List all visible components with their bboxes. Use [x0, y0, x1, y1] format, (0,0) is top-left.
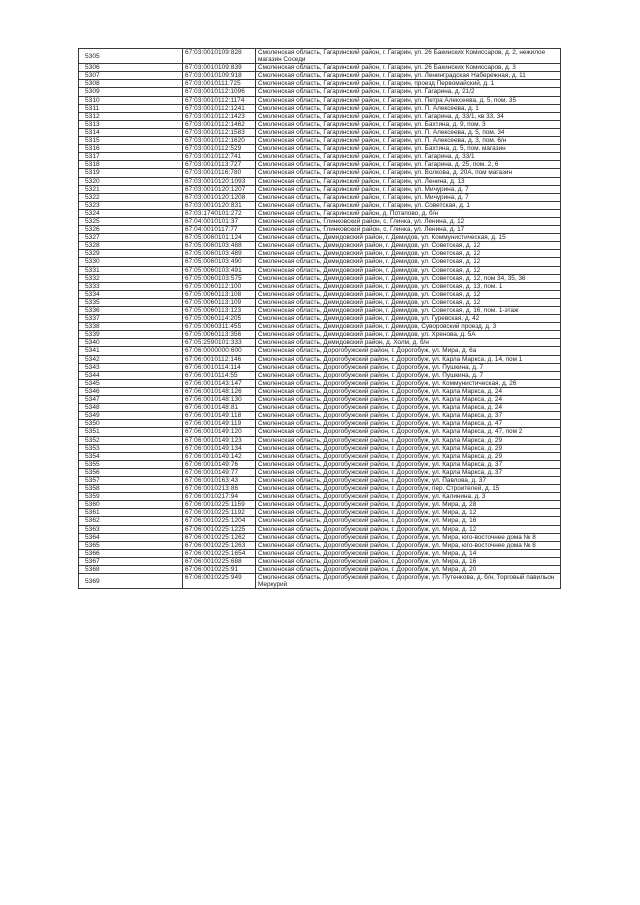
address-cell: Смоленская область, Дорогобужский район, г. Дорогобуж, ул. Мира, юго-восточнее дома № 8 [256, 541, 561, 549]
table-row [79, 468, 561, 476]
address-cell: Смоленская область, Дорогобужский район, г. Дорогобуж, ул. Путенкова, д. б/н, Торговый павильон Меркурий [256, 574, 561, 589]
row-number-cell: 5309 [79, 88, 183, 96]
table-row [79, 185, 561, 193]
row-number-cell: 5310 [79, 96, 183, 104]
address-cell: Смоленская область, Гагаринский район, г. Гагарин, ул. Гагарина, д. 33/1, кв 33, 34 [256, 112, 561, 120]
row-number-cell: 5343 [79, 363, 183, 371]
address-cell: Смоленская область, Дорогобужский район, г. Дорогобуж, ул. Карла Маркса, д. 29 [256, 444, 561, 452]
table-row [79, 137, 561, 145]
cadastral-number-cell: 67:03:0010112:1174 [183, 96, 256, 104]
table-row [79, 72, 561, 80]
row-number-cell: 5363 [79, 525, 183, 533]
row-number-cell: 5347 [79, 396, 183, 404]
cadastral-number-cell: 67:04:0010101:37 [183, 217, 256, 225]
row-number-cell: 5325 [79, 217, 183, 225]
table-row [79, 250, 561, 258]
address-cell: Смоленская область, Дорогобужский район, г. Дорогобуж, пер. Строителей, д. 15 [256, 485, 561, 493]
address-cell: Смоленская область, Гагаринский район, г. Гагарин, ул. Гагарина, д. 21/2 [256, 88, 561, 96]
address-cell: Смоленская область, Дорогобужский район, г. Дорогобуж, ул. Пушкина, д. 7 [256, 371, 561, 379]
cadastral-number-cell: 67:06:0010149:76 [183, 460, 256, 468]
table-row [79, 420, 561, 428]
row-number-cell: 5349 [79, 412, 183, 420]
cadastral-number-cell: 67:03:0010112:1423 [183, 112, 256, 120]
address-cell: Смоленская область, Дорогобужский район, г. Дорогобуж, ул. Карла Маркса, д. 29 [256, 452, 561, 460]
cadastral-number-cell: 67:03:0010111:725 [183, 80, 256, 88]
table-row [79, 444, 561, 452]
cadastral-number-cell: 67:06:0010149:77 [183, 468, 256, 476]
cadastral-number-cell: 67:06:0010143:147 [183, 379, 256, 387]
address-cell: Смоленская область, Гагаринский район, д. Потапово, д. б/н [256, 209, 561, 217]
row-number-cell: 5353 [79, 444, 183, 452]
row-number-cell: 5311 [79, 104, 183, 112]
cadastral-number-cell: 67:06:0010225:1263 [183, 541, 256, 549]
row-number-cell: 5362 [79, 517, 183, 525]
cadastral-number-cell: 67:06:0010225:688 [183, 557, 256, 565]
row-number-cell: 5317 [79, 153, 183, 161]
row-number-cell: 5367 [79, 557, 183, 565]
row-number-cell: 5354 [79, 452, 183, 460]
address-cell: Смоленская область, Демидовский район, г. Демидов, ул. Коммунистическая, д. 15 [256, 234, 561, 242]
table-row [79, 404, 561, 412]
cadastral-number-cell: 67:03:0010112:741 [183, 153, 256, 161]
address-cell: Смоленская область, Демидовский район, г. Демидов, ул. Советская, д. 12, пом 34, 35, 36 [256, 274, 561, 282]
register-table-body [79, 49, 561, 589]
table-row [79, 266, 561, 274]
address-cell: Смоленская область, Демидовский район, г. Демидов, ул. Гуревская, д. 42 [256, 315, 561, 323]
table-row [79, 128, 561, 136]
table-row [79, 217, 561, 225]
cadastral-number-cell: 67:06:0010225:91 [183, 566, 256, 574]
table-row [79, 145, 561, 153]
table-row [79, 436, 561, 444]
address-cell: Смоленская область, Гагаринский район, г. Гагарин, ул. Гагарина, д. 25, пом. 2, 6 [256, 161, 561, 169]
address-cell: Смоленская область, Гагаринский район, г. Гагарин, ул. Бахтина, д. 5, пом. магазин [256, 145, 561, 153]
address-cell: Смоленская область, Дорогобужский район, г. Дорогобуж, ул. Карла Маркса, д. 14, пом 1 [256, 355, 561, 363]
cadastral-number-cell: 67:03:0010112:1583 [183, 128, 256, 136]
table-row [79, 88, 561, 96]
row-number-cell: 5315 [79, 137, 183, 145]
table-row [79, 379, 561, 387]
address-cell: Смоленская область, Дорогобужский район, г. Дорогобуж, ул. Карла Маркса, д. 37 [256, 412, 561, 420]
row-number-cell: 5350 [79, 420, 183, 428]
row-number-cell: 5328 [79, 242, 183, 250]
row-number-cell: 5359 [79, 493, 183, 501]
row-number-cell: 5323 [79, 201, 183, 209]
table-row [79, 347, 561, 355]
row-number-cell: 5360 [79, 501, 183, 509]
row-number-cell: 5365 [79, 541, 183, 549]
row-number-cell: 5327 [79, 234, 183, 242]
table-row [79, 485, 561, 493]
row-number-cell: 5368 [79, 566, 183, 574]
table-row [79, 339, 561, 347]
table-row [79, 201, 561, 209]
cadastral-number-cell: 67:03:0010120:1208 [183, 193, 256, 201]
cadastral-number-cell: 67:03:0010109:918 [183, 72, 256, 80]
row-number-cell: 5313 [79, 120, 183, 128]
table-row [79, 315, 561, 323]
cadastral-number-cell: 67:05:0060114:205 [183, 315, 256, 323]
cadastral-number-cell: 67:06:0010148:126 [183, 387, 256, 395]
address-cell: Смоленская область, Дорогобужский район, г. Дорогобуж, ул. Пушкина, д. 7 [256, 363, 561, 371]
table-row [79, 355, 561, 363]
cadastral-number-cell: 67:06:0010217:94 [183, 493, 256, 501]
address-cell: Смоленская область, Дорогобужский район, г. Дорогобуж, ул. Мира, юго-восточнее дома № 8 [256, 533, 561, 541]
table-row [79, 371, 561, 379]
row-number-cell: 5351 [79, 428, 183, 436]
address-cell: Смоленская область, Демидовский район, г. Демидов, ул. Советская, д. 12 [256, 298, 561, 306]
table-row [79, 258, 561, 266]
table-row [79, 509, 561, 517]
row-number-cell: 5355 [79, 460, 183, 468]
address-cell: Смоленская область, Дорогобужский район, г. Дорогобуж, ул. Мира, д. 12 [256, 509, 561, 517]
row-number-cell: 5345 [79, 379, 183, 387]
address-cell: Смоленская область, Дорогобужский район, г. Дорогобуж, ул. Карла Маркса, д. 47 [256, 420, 561, 428]
cadastral-number-cell: 67:05:2590101:333 [183, 339, 256, 347]
row-number-cell: 5334 [79, 290, 183, 298]
cadastral-number-cell: 67:03:0010109:828 [183, 49, 256, 64]
row-number-cell: 5369 [79, 574, 183, 589]
row-number-cell: 5336 [79, 307, 183, 315]
cadastral-number-cell: 67:03:0010113:727 [183, 161, 256, 169]
row-number-cell: 5318 [79, 161, 183, 169]
address-cell: Смоленская область, Дорогобужский район, г. Дорогобуж, ул. Карла Маркса, д. 37 [256, 468, 561, 476]
row-number-cell: 5324 [79, 209, 183, 217]
row-number-cell: 5337 [79, 315, 183, 323]
row-number-cell: 5320 [79, 177, 183, 185]
row-number-cell: 5356 [79, 468, 183, 476]
address-cell: Смоленская область, Гагаринский район, г. Гагарин, ул. П. Алексеева, д. 5, пом. 34 [256, 128, 561, 136]
address-cell: Смоленская область, Дорогобужский район, г. Дорогобуж, ул. Мира, д. 12 [256, 525, 561, 533]
cadastral-number-cell: 67:05:0060103:575 [183, 274, 256, 282]
address-cell: Смоленская область, Дорогобужский район, г. Дорогобуж, ул. Коммунистическая, д. 26 [256, 379, 561, 387]
cadastral-number-cell: 67:06:0010225:1654 [183, 549, 256, 557]
cadastral-number-cell: 67:06:0010225:1204 [183, 517, 256, 525]
table-row [79, 541, 561, 549]
address-cell: Смоленская область, Дорогобужский район, г. Дорогобуж, ул. Мира, д. 28 [256, 501, 561, 509]
cadastral-number-cell: 67:06:0010225:1159 [183, 501, 256, 509]
address-cell: Смоленская область, Демидовский район, г. Демидов, Суворовский проезд, д. 3 [256, 323, 561, 331]
cadastral-number-cell: 67:03:0010120:1207 [183, 185, 256, 193]
address-cell: Смоленская область, Гагаринский район, г. Гагарин, ул. 26 Бакинских Комиссаров, д. 2, нежилое магазин Соседи [256, 49, 561, 64]
address-cell: Смоленская область, Дорогобужский район, г. Дорогобуж, ул. Павлова, д. 37 [256, 476, 561, 484]
cadastral-number-cell: 67:06:0010149:142 [183, 452, 256, 460]
table-row [79, 49, 561, 64]
row-number-cell: 5364 [79, 533, 183, 541]
row-number-cell: 5335 [79, 298, 183, 306]
row-number-cell: 5331 [79, 266, 183, 274]
table-row [79, 226, 561, 234]
table-row [79, 323, 561, 331]
table-row [79, 517, 561, 525]
address-cell: Смоленская область, Дорогобужский район, г. Дорогобуж, ул. Карла Маркса, д. 29 [256, 436, 561, 444]
table-row [79, 161, 561, 169]
cadastral-number-cell: 67:05:0060311:455 [183, 323, 256, 331]
address-cell: Смоленская область, Демидовский район, г. Демидов, ул. Советская, д. 12 [256, 242, 561, 250]
table-row [79, 177, 561, 185]
cadastral-number-cell: 67:05:0060112:100 [183, 282, 256, 290]
table-row [79, 153, 561, 161]
address-cell: Смоленская область, Гагаринский район, г. Гагарин, ул. Мичурина, д. 7 [256, 185, 561, 193]
table-row [79, 533, 561, 541]
cadastral-number-cell: 67:06:0010213:86 [183, 485, 256, 493]
row-number-cell: 5348 [79, 404, 183, 412]
table-row [79, 574, 561, 589]
table-row [79, 525, 561, 533]
table-row [79, 104, 561, 112]
row-number-cell: 5342 [79, 355, 183, 363]
address-cell: Смоленская область, Дорогобужский район, г. Дорогобуж, ул. Карла Маркса, д. 47, пом 2 [256, 428, 561, 436]
table-row [79, 501, 561, 509]
address-cell: Смоленская область, Гагаринский район, г. Гагарин, проезд Первомайский, д. 1 [256, 80, 561, 88]
row-number-cell: 5314 [79, 128, 183, 136]
table-row [79, 493, 561, 501]
row-number-cell: 5322 [79, 193, 183, 201]
cadastral-number-cell: 67:03:0010116:780 [183, 169, 256, 177]
row-number-cell: 5339 [79, 331, 183, 339]
cadastral-number-cell: 67:05:0060113:109 [183, 298, 256, 306]
cadastral-number-cell: 67:03:0010109:839 [183, 64, 256, 72]
row-number-cell: 5329 [79, 250, 183, 258]
cadastral-number-cell: 67:03:0010120:1093 [183, 177, 256, 185]
table-row [79, 549, 561, 557]
address-cell: Смоленская область, Гагаринский район, г. Гагарин, ул. Петра Алексеева, д. 5, пом. 35 [256, 96, 561, 104]
table-row [79, 242, 561, 250]
address-cell: Смоленская область, Гагаринский район, г. Гагарин, ул. П. Алексеева, д. 3, пом. 6/н [256, 137, 561, 145]
address-cell: Смоленская область, Демидовский район, д. Холм, д. б/н [256, 339, 561, 347]
cadastral-number-cell: 67:06:0010225:1262 [183, 533, 256, 541]
address-cell: Смоленская область, Дорогобужский район, г. Дорогобуж, ул. Карла Маркса, д. 24 [256, 396, 561, 404]
table-row [79, 282, 561, 290]
cadastral-number-cell: 67:06:0010163:43 [183, 476, 256, 484]
cadastral-number-cell: 67:06:0010112:146 [183, 355, 256, 363]
address-cell: Смоленская область, Демидовский район, г. Демидов, ул. Советская, д. 12 [256, 266, 561, 274]
table-row [79, 209, 561, 217]
address-cell: Смоленская область, Гагаринский район, г. Гагарин, ул. Бахтина, д. 9, пом. 3 [256, 120, 561, 128]
cadastral-number-cell: 67:05:0060113:356 [183, 331, 256, 339]
cadastral-number-cell: 67:05:0060113:123 [183, 307, 256, 315]
row-number-cell: 5338 [79, 323, 183, 331]
address-cell: Смоленская область, Демидовский район, г. Демидов, ул. Советская, д. 16, пом. 1-этаж [256, 307, 561, 315]
address-cell: Смоленская область, Гагаринский район, г. Гагарин, ул. Ленина, д. 13 [256, 177, 561, 185]
row-number-cell: 5330 [79, 258, 183, 266]
address-cell: Смоленская область, Демидовский район, г. Демидов, ул. Советская, д. 12 [256, 258, 561, 266]
row-number-cell: 5357 [79, 476, 183, 484]
cadastral-number-cell: 67:05:0060101:124 [183, 234, 256, 242]
row-number-cell: 5344 [79, 371, 183, 379]
address-cell: Смоленская область, Дорогобужский район, г. Дорогобуж, ул. Мира, д. 6а [256, 347, 561, 355]
table-row [79, 476, 561, 484]
cadastral-number-cell: 67:03:0010120:831 [183, 201, 256, 209]
cadastral-number-cell: 67:03:0010112:1620 [183, 137, 256, 145]
table-row [79, 274, 561, 282]
address-cell: Смоленская область, Демидовский район, г. Демидов, ул. Советская, д. 13, пом. 1 [256, 282, 561, 290]
row-number-cell: 5341 [79, 347, 183, 355]
cadastral-number-cell: 67:06:0010149:118 [183, 412, 256, 420]
cadastral-number-cell: 67:06:0010148:81 [183, 404, 256, 412]
row-number-cell: 5319 [79, 169, 183, 177]
cadastral-number-cell: 67:03:0010112:1241 [183, 104, 256, 112]
row-number-cell: 5358 [79, 485, 183, 493]
row-number-cell: 5346 [79, 387, 183, 395]
row-number-cell: 5340 [79, 339, 183, 347]
table-row [79, 412, 561, 420]
cadastral-number-cell: 67:04:0010117:77 [183, 226, 256, 234]
address-cell: Смоленская область, Дорогобужский район, г. Дорогобуж, ул. Калинина, д. 3 [256, 493, 561, 501]
cadastral-number-cell: 67:06:0010114:114 [183, 363, 256, 371]
address-cell: Смоленская область, Дорогобужский район, г. Дорогобуж, ул. Карла Маркса, д. 24 [256, 404, 561, 412]
cadastral-number-cell: 67:05:0060103:491 [183, 266, 256, 274]
cadastral-number-cell: 67:06:0000000:600 [183, 347, 256, 355]
cadastral-number-cell: 67:05:0060113:108 [183, 290, 256, 298]
cadastral-number-cell: 67:05:0060103:489 [183, 250, 256, 258]
table-row [79, 193, 561, 201]
address-cell: Смоленская область, Дорогобужский район, г. Дорогобуж, ул. Мира, д. 16 [256, 517, 561, 525]
cadastral-number-cell: 67:06:0010149:119 [183, 420, 256, 428]
address-cell: Смоленская область, Гагаринский район, г. Гагарин, ул. 26 Бакинских Комиссаров, д. 3 [256, 64, 561, 72]
row-number-cell: 5306 [79, 64, 183, 72]
address-cell: Смоленская область, Глинковский район, с. Глинка, ул. Ленина, д. 12 [256, 217, 561, 225]
row-number-cell: 5333 [79, 282, 183, 290]
address-cell: Смоленская область, Демидовский район, г. Демидов, ул. Советская, д. 12 [256, 290, 561, 298]
address-cell: Смоленская область, Гагаринский район, г. Гагарин, ул. Гагарина, д. 33/1 [256, 153, 561, 161]
table-row [79, 96, 561, 104]
row-number-cell: 5332 [79, 274, 183, 282]
address-cell: Смоленская область, Гагаринский район, г. Гагарин, ул. П. Алексеева, д. 1 [256, 104, 561, 112]
address-cell: Смоленская область, Дорогобужский район, г. Дорогобуж, ул. Мира, д. 16 [256, 557, 561, 565]
table-row [79, 64, 561, 72]
table-row [79, 428, 561, 436]
row-number-cell: 5308 [79, 80, 183, 88]
table-row [79, 566, 561, 574]
table-row [79, 396, 561, 404]
cadastral-number-cell: 67:05:0060103:490 [183, 258, 256, 266]
table-row [79, 234, 561, 242]
table-row [79, 298, 561, 306]
table-row [79, 363, 561, 371]
table-row [79, 120, 561, 128]
register-table [78, 48, 561, 589]
table-row [79, 557, 561, 565]
address-cell: Смоленская область, Дорогобужский район, г. Дорогобуж, ул. Карла Маркса, д. 24 [256, 387, 561, 395]
table-row [79, 387, 561, 395]
cadastral-number-cell: 67:06:0010225:1225 [183, 525, 256, 533]
cadastral-number-cell: 67:03:0010112:529 [183, 145, 256, 153]
address-cell: Смоленская область, Дорогобужский район, г. Дорогобуж, ул. Мира, д. 14 [256, 549, 561, 557]
address-cell: Смоленская область, Гагаринский район, г. Гагарин, ул. Мичурина, д. 7 [256, 193, 561, 201]
cadastral-number-cell: 67:06:0010149:123 [183, 436, 256, 444]
cadastral-number-cell: 67:03:0010112:1462 [183, 120, 256, 128]
address-cell: Смоленская область, Демидовский район, г. Демидов, ул. Хренова, д. 5А [256, 331, 561, 339]
table-row [79, 80, 561, 88]
cadastral-number-cell: 67:06:0010225:1192 [183, 509, 256, 517]
table-row [79, 307, 561, 315]
row-number-cell: 5352 [79, 436, 183, 444]
table-row [79, 290, 561, 298]
cadastral-number-cell: 67:03:1740101:272 [183, 209, 256, 217]
cadastral-number-cell: 67:06:0010225:949 [183, 574, 256, 589]
row-number-cell: 5321 [79, 185, 183, 193]
table-row [79, 331, 561, 339]
row-number-cell: 5316 [79, 145, 183, 153]
cadastral-number-cell: 67:05:0060103:488 [183, 242, 256, 250]
cadastral-number-cell: 67:03:0010112:1096 [183, 88, 256, 96]
cadastral-number-cell: 67:06:0010149:134 [183, 444, 256, 452]
cadastral-number-cell: 67:06:0010149:120 [183, 428, 256, 436]
row-number-cell: 5366 [79, 549, 183, 557]
cadastral-number-cell: 67:06:0010114:55 [183, 371, 256, 379]
table-row [79, 452, 561, 460]
address-cell: Смоленская область, Дорогобужский район, г. Дорогобуж, ул. Мира, д. 20 [256, 566, 561, 574]
row-number-cell: 5307 [79, 72, 183, 80]
address-cell: Смоленская область, Гагаринский район, г. Гагарин, ул. Ленинградская Набережная, д. 11 [256, 72, 561, 80]
address-cell: Смоленская область, Демидовский район, г. Демидов, ул. Советская, д. 12 [256, 250, 561, 258]
address-cell: Смоленская область, Дорогобужский район, г. Дорогобуж, ул. Карла Маркса, д. 37 [256, 460, 561, 468]
row-number-cell: 5326 [79, 226, 183, 234]
row-number-cell: 5305 [79, 49, 183, 64]
address-cell: Смоленская область, Гагаринский район, г. Гагарин, ул. Советская, д. 1 [256, 201, 561, 209]
cadastral-number-cell: 67:06:0010148:130 [183, 396, 256, 404]
address-cell: Смоленская область, Глинковский район, с. Глинка, ул. Ленина, д. 17 [256, 226, 561, 234]
row-number-cell: 5361 [79, 509, 183, 517]
address-cell: Смоленская область, Гагаринский район, г. Гагарин, ул. Волкова, д. 20А, пом магазин [256, 169, 561, 177]
table-row [79, 460, 561, 468]
table-row [79, 169, 561, 177]
table-row [79, 112, 561, 120]
row-number-cell: 5312 [79, 112, 183, 120]
